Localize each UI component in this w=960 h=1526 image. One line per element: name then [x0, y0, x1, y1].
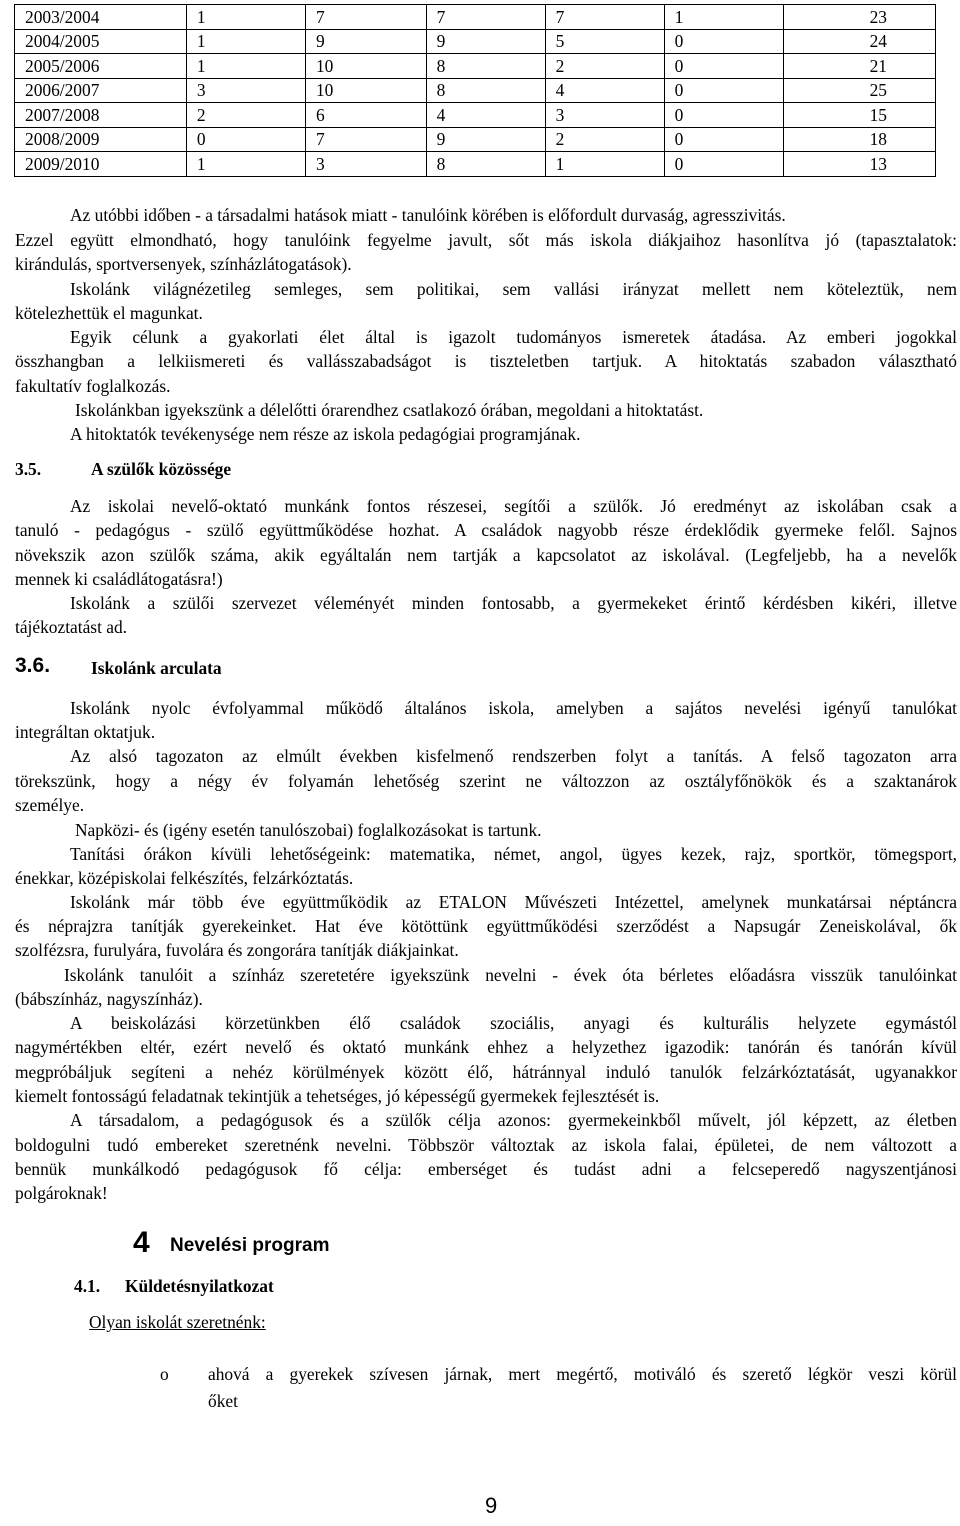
table-cell-year: 2005/2006 — [15, 54, 187, 79]
paragraph-line: boldogulni tudó embereket szeretnénk nevelni. Többször változtak az iskola falai, épületei, de nem változott a — [15, 1135, 957, 1155]
paragraph-line: mennek ki családlátogatásra!) — [15, 569, 223, 589]
table-cell-value: 8 — [426, 78, 545, 103]
table-cell-value: 7 — [305, 127, 426, 152]
bullet-marker: o — [160, 1364, 169, 1384]
table-row — [15, 103, 936, 128]
table-cell-value: 8 — [426, 54, 545, 79]
table-cell-value: 3 — [186, 78, 305, 103]
paragraph-line: A hitoktatók tevékenysége nem része az iskola pedagógiai programjának. — [70, 424, 581, 444]
subtitle: Olyan iskolát szeretnénk: — [89, 1312, 266, 1332]
paragraph-line: összhangban a lelkiismereti és vallásszabadságot is tiszteletben tartjuk. A hitoktatás szabadon választható — [15, 351, 957, 371]
table-row — [15, 152, 936, 177]
table-cell-value: 7 — [545, 5, 664, 30]
bullet-text: őket — [208, 1391, 238, 1411]
table-cell-value: 9 — [426, 29, 545, 54]
table-cell-value: 21 — [783, 54, 935, 79]
paragraph-line: Tanítási órákon kívüli lehetőségeink: matematika, német, angol, ügyes kezek, rajz, sportkör, tömegsport, — [70, 844, 957, 864]
table-cell-value: 6 — [305, 103, 426, 128]
table-cell-value: 13 — [783, 152, 935, 177]
table-cell-value: 18 — [783, 127, 935, 152]
table-row — [15, 5, 936, 30]
section-title: Iskolánk arculata — [91, 658, 222, 678]
paragraph-line: megpróbáljuk segíteni a nehéz körülmények között élő, hátránnyal induló tanulók felzárkóztatását, ugyanakkor — [15, 1062, 957, 1082]
paragraph-line: szolfézsra, furulyára, fuvolára és zongorára tanítják diákjainkat. — [15, 940, 459, 960]
table-cell-year: 2004/2005 — [15, 29, 187, 54]
paragraph-line: bennük munkálkodó pedagógusok fő célja: emberséget és tudást adni a felcseperedő nagyszentjánosi — [15, 1159, 957, 1179]
table-cell-year: 2006/2007 — [15, 78, 187, 103]
table-cell-year: 2009/2010 — [15, 152, 187, 177]
table-cell-value: 25 — [783, 78, 935, 103]
table-cell-year: 2007/2008 — [15, 103, 187, 128]
table-cell-value: 0 — [664, 54, 783, 79]
paragraph-line: A társadalom, a pedagógusok és a szülők célja azonos: gyermekeinkből művelt, jól képzett, az életben — [70, 1110, 957, 1130]
paragraph-line: fakultatív foglalkozás. — [15, 376, 171, 396]
table-row — [15, 127, 936, 152]
table-cell-value: 0 — [664, 152, 783, 177]
table-cell-value: 10 — [305, 78, 426, 103]
chapter-title: Nevelési program — [170, 1235, 330, 1256]
table-cell-value: 10 — [305, 54, 426, 79]
table-row — [15, 54, 936, 79]
paragraph-line: Iskolánk nyolc évfolyammal működő általános iskola, amelyben a sajátos nevelési igényű tanulókat — [70, 698, 957, 718]
paragraph-line: Iskolánkban igyekszünk a délelőtti órarendhez csatlakozó órában, megoldani a hitoktatást. — [75, 400, 704, 420]
table-cell-year: 2008/2009 — [15, 127, 187, 152]
table-cell-value: 4 — [426, 103, 545, 128]
table-cell-value: 15 — [783, 103, 935, 128]
table-cell-value: 0 — [664, 78, 783, 103]
paragraph-line: polgároknak! — [15, 1183, 108, 1203]
table-cell-value: 9 — [426, 127, 545, 152]
paragraph-line: énekkar, középiskolai felkészítés, felzárkóztatás. — [15, 868, 354, 888]
paragraph-line: A beiskolázási körzetünkben élő családok szociális, anyagi és kulturális helyzete egymástól — [70, 1013, 957, 1033]
table-cell-value: 24 — [783, 29, 935, 54]
paragraph-line: integráltan oktatjuk. — [15, 722, 156, 742]
table-cell-value: 2 — [186, 103, 305, 128]
table-cell-value: 0 — [664, 127, 783, 152]
paragraph-line: (bábszínház, nagyszínház). — [15, 989, 203, 1009]
paragraph-line: kötelezhettük el magunkat. — [15, 303, 203, 323]
table-cell-value: 1 — [186, 54, 305, 79]
section-title: Küldetésnyilatkozat — [125, 1276, 274, 1296]
paragraph-line: Az utóbbi időben - a társadalmi hatások miatt - tanulóink körében is előfordult durvaság, agresszivitás. — [70, 205, 786, 225]
table-cell-value: 3 — [305, 152, 426, 177]
chapter-number: 4 — [133, 1226, 150, 1259]
section-number: 3.6. — [15, 654, 51, 677]
paragraph-line: Ezzel együtt elmondható, hogy tanulóink fegyelme javult, sőt más iskola diákjaihoz hasonlítva jó (tapasztalatok: — [15, 230, 957, 250]
paragraph-line: törekszünk, hogy a négy év folyamán lehetőség szerint ne változzon az osztályfőnökök és a szaktanárok — [15, 771, 957, 791]
statistics-table — [14, 4, 936, 177]
paragraph-line: növekszik azon szülők száma, akik egyáltalán nem tartják a kapcsolatot az iskolával. (Legfeljebb, ha a nevelők — [15, 545, 957, 565]
page-number: 9 — [485, 1493, 498, 1518]
paragraph-line: Iskolánk a szülői szervezet véleményét minden fontosabb, a gyermekeket érintő kérdésben kikéri, illetve — [70, 593, 957, 613]
table-cell-value: 1 — [664, 5, 783, 30]
paragraph-line: kirándulás, sportversenyek, színházlátogatások). — [15, 254, 352, 274]
table-cell-value: 4 — [545, 78, 664, 103]
table-cell-value: 0 — [664, 29, 783, 54]
paragraph-line: Iskolánk világnézetileg semleges, sem politikai, sem vallási irányzat mellett nem köteleztük, nem — [70, 279, 957, 299]
table-cell-value: 9 — [305, 29, 426, 54]
paragraph-line: személye. — [15, 795, 85, 815]
table-cell-value: 0 — [664, 103, 783, 128]
table-cell-value: 1 — [186, 152, 305, 177]
paragraph-line: tanuló - pedagógus - szülő együttműködése hozhat. A családok nagyobb része érdeklődik gyermeke felől. Sajnos — [15, 520, 957, 540]
bullet-text: ahová a gyerekek szívesen járnak, mert megértő, motiváló és szerető légkör veszi körül — [208, 1364, 957, 1384]
paragraph-line: kiemelt fontosságú feladatnak tekintjük a tehetséges, jó képességű gyermekek fejlesztését is. — [15, 1086, 660, 1106]
table-cell-value: 2 — [545, 127, 664, 152]
paragraph-line: nagymértékben eltér, ezért nevelő és oktató munkánk ehhez a helyzethez igazodik: tanórán és tanórán kívül — [15, 1037, 957, 1057]
table-cell-value: 8 — [426, 152, 545, 177]
paragraph-line: tájékoztatást ad. — [15, 617, 128, 637]
paragraph-line: Egyik célunk a gyakorlati élet által is igazolt tudományos ismeretek átadása. Az emberi jogokkal — [70, 327, 957, 347]
table-cell-value: 1 — [186, 29, 305, 54]
section-number: 4.1. — [74, 1276, 101, 1296]
paragraph-line: Iskolánk tanulóit a színház szeretetére igyekszünk nevelni - évek óta bérletes előadásra visszük tanulóinkat — [64, 965, 957, 985]
table-cell-value: 5 — [545, 29, 664, 54]
section-title: A szülők közössége — [91, 459, 232, 479]
paragraph-line: és néprajzra tanítják gyerekeinket. Hat éve kötöttünk együttműködési szerződést a Napsugár Zeneiskolával, ők — [15, 916, 957, 936]
table-cell-value: 1 — [545, 152, 664, 177]
table-cell-value: 0 — [186, 127, 305, 152]
table-cell-value: 3 — [545, 103, 664, 128]
table-row — [15, 29, 936, 54]
paragraph-line: Az alsó tagozaton az elmúlt években kisfelmenő rendszerben folyt a tanítás. A felső tagozaton arra — [70, 746, 957, 766]
table-cell-value: 7 — [305, 5, 426, 30]
table-cell-year: 2003/2004 — [15, 5, 187, 30]
table-cell-value: 7 — [426, 5, 545, 30]
paragraph-line: Az iskolai nevelő-oktató munkánk fontos részesei, segítői a szülők. Jó eredményt az iskolában csak a — [70, 496, 957, 516]
paragraph-line: Napközi- és (igény esetén tanulószobai) foglalkozásokat is tartunk. — [75, 820, 542, 840]
section-number: 3.5. — [15, 459, 42, 479]
table-row — [15, 78, 936, 103]
table-cell-value: 2 — [545, 54, 664, 79]
table-cell-value: 23 — [783, 5, 935, 30]
paragraph-line: Iskolánk már több éve együttműködik az ETALON Művészeti Intézettel, amelynek munkatársai néptáncra — [70, 892, 957, 912]
table-cell-value: 1 — [186, 5, 305, 30]
